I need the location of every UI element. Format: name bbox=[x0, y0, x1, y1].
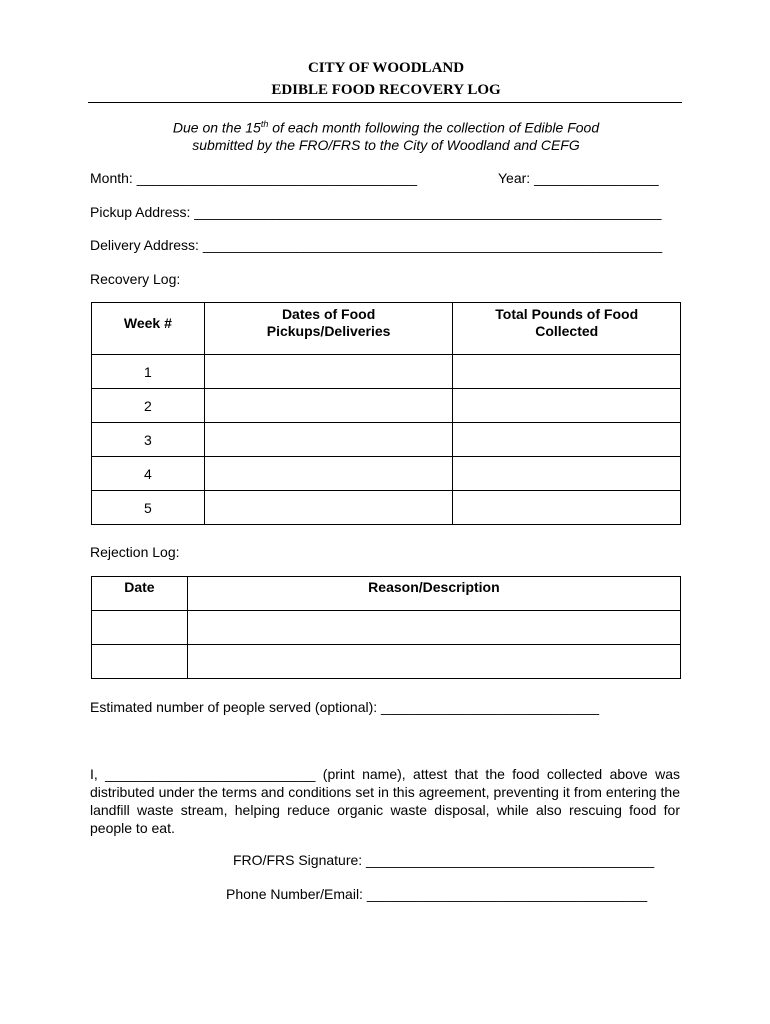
form-title: EDIBLE FOOD RECOVERY LOG bbox=[271, 82, 501, 98]
rejection-log-table bbox=[91, 576, 681, 679]
table-row bbox=[92, 423, 681, 457]
dates-cell[interactable] bbox=[204, 423, 453, 457]
pounds-header: Total Pounds of Food Collected bbox=[453, 303, 681, 355]
title-rule bbox=[88, 102, 682, 103]
date-cell[interactable] bbox=[92, 645, 188, 679]
recovery-header-row bbox=[92, 303, 681, 355]
rejection-log-label: Rejection Log: bbox=[90, 544, 180, 560]
attestation-paragraph: I, ___________________________ (print name), attest that the food collected above was distributed under the terms and conditions set in this agreement, preventing it from entering the landfill waste stream, helping reduce organic waste disposal, while also rescuing food for people to eat. bbox=[90, 766, 680, 836]
dates-header: Dates of Food Pickups/Deliveries bbox=[204, 303, 453, 355]
table-row bbox=[92, 491, 681, 525]
week-cell: 2 bbox=[92, 389, 205, 423]
org-title: CITY OF WOODLAND bbox=[307, 60, 465, 76]
table-row bbox=[92, 389, 681, 423]
signature-field[interactable]: FRO/FRS Signature: _____________________________________ bbox=[233, 852, 655, 868]
week-cell: 5 bbox=[92, 491, 205, 525]
reason-cell[interactable] bbox=[187, 645, 680, 679]
dates-cell[interactable] bbox=[204, 491, 453, 525]
reason-header: Reason/Description bbox=[187, 577, 680, 611]
table-row bbox=[92, 645, 681, 679]
dates-cell[interactable] bbox=[204, 389, 453, 423]
pickup-address-field[interactable]: Pickup Address: ____________________________________________________________ bbox=[90, 204, 662, 220]
table-row bbox=[92, 457, 681, 491]
dates-cell[interactable] bbox=[204, 355, 453, 389]
table-row bbox=[92, 355, 681, 389]
contact-field[interactable]: Phone Number/Email: ____________________________________ bbox=[226, 886, 648, 902]
delivery-address-field[interactable]: Delivery Address: ___________________________________________________________ bbox=[90, 237, 663, 253]
recovery-log-label: Recovery Log: bbox=[90, 271, 181, 287]
pounds-cell[interactable] bbox=[453, 457, 681, 491]
week-header: Week # bbox=[92, 303, 205, 355]
date-header: Date bbox=[92, 577, 188, 611]
people-served-field[interactable]: Estimated number of people served (optional): ____________________________ bbox=[90, 699, 600, 715]
rejection-header-row bbox=[92, 577, 681, 611]
dates-cell[interactable] bbox=[204, 457, 453, 491]
week-cell: 4 bbox=[92, 457, 205, 491]
pounds-cell[interactable] bbox=[453, 423, 681, 457]
date-cell[interactable] bbox=[92, 611, 188, 645]
year-field[interactable]: Year: ________________ bbox=[498, 170, 659, 186]
pounds-cell[interactable] bbox=[453, 491, 681, 525]
reason-cell[interactable] bbox=[187, 611, 680, 645]
recovery-log-table bbox=[91, 302, 681, 525]
instructions-line-2: submitted by the FRO/FRS to the City of Woodland and CEFG bbox=[192, 137, 580, 153]
table-row bbox=[92, 611, 681, 645]
instructions-line-1: Due on the 15th of each month following the collection of Edible Food bbox=[172, 119, 600, 136]
month-field[interactable]: Month: ____________________________________ bbox=[90, 170, 417, 186]
pounds-cell[interactable] bbox=[453, 389, 681, 423]
week-cell: 1 bbox=[92, 355, 205, 389]
pounds-cell[interactable] bbox=[453, 355, 681, 389]
week-cell: 3 bbox=[92, 423, 205, 457]
